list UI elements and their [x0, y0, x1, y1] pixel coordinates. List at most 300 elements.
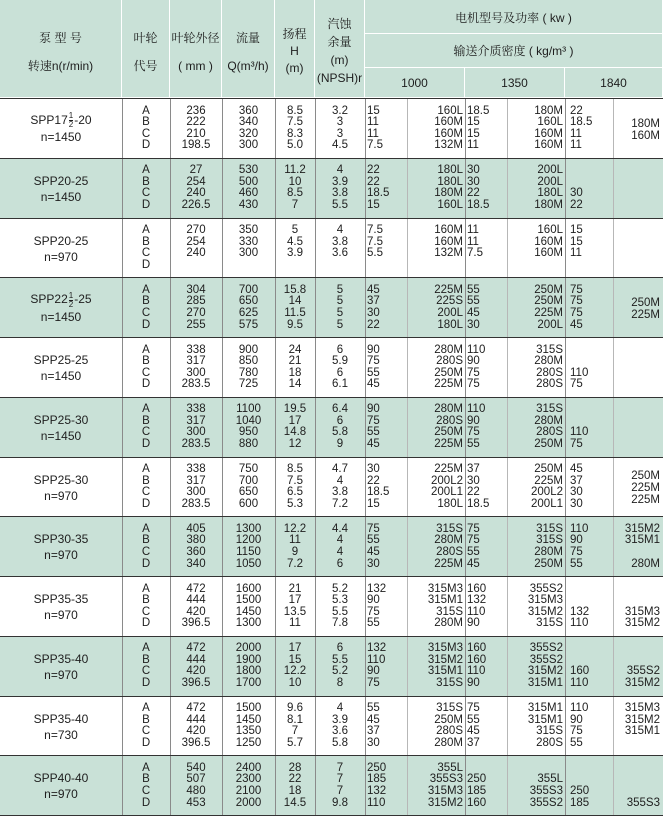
table-cell: 6: [336, 343, 344, 356]
table-row: [0, 738, 663, 750]
table-cell: 160: [467, 582, 487, 595]
table-cell: 472: [186, 702, 206, 714]
table-cell: 160M: [434, 127, 463, 140]
pump-model-name: SPP25-30: [33, 472, 89, 487]
table-cell: 180M: [434, 187, 463, 200]
pump-group: [0, 516, 663, 576]
table-cell: A: [142, 104, 150, 117]
table-cell: 254: [186, 235, 206, 248]
table-cell: 1700: [235, 677, 262, 690]
model-suffix: -20: [74, 113, 92, 127]
pump-speed: n=970: [44, 787, 78, 802]
table-cell: 4: [336, 474, 344, 487]
table-cell: 315M2: [624, 677, 660, 690]
table-cell: 444: [186, 653, 206, 666]
table-cell: 110: [467, 343, 486, 356]
extra-motor-list: [613, 297, 663, 321]
table-cell: 315M1: [427, 665, 463, 678]
table-cell: 9.8: [332, 796, 348, 809]
table-cell: 5.7: [287, 736, 303, 749]
table-cell: 315M2: [527, 605, 563, 618]
table-cell: 21: [288, 582, 302, 595]
pump-group: [0, 98, 663, 158]
extra-motor-list: [613, 118, 663, 142]
pump-model-name: SPP35-40: [33, 711, 89, 726]
table-cell: 500: [238, 175, 259, 188]
table-cell: 396.5: [181, 736, 211, 749]
pump-group: [0, 755, 663, 815]
pump-group: [0, 636, 663, 696]
table-cell: B: [142, 355, 150, 368]
table-cell: 160M: [434, 116, 463, 129]
table-cell: 18.5: [467, 497, 490, 510]
table-cell: 280S: [536, 426, 563, 439]
table-cell: 317: [186, 414, 206, 427]
table-cell: 315M2: [624, 617, 660, 630]
table-cell: 11: [367, 116, 379, 129]
header-flow: 流量 Q(m³/h): [222, 0, 275, 98]
extra-motor: 180M: [631, 117, 660, 130]
table-cell: 22: [367, 164, 380, 177]
table-cell: 225M: [434, 283, 463, 296]
table-cell: 225M: [434, 463, 463, 475]
table-cell: 12: [288, 438, 302, 451]
table-cell: 45: [467, 725, 480, 738]
table-cell: 55: [570, 557, 583, 570]
table-cell: 90: [467, 414, 480, 427]
table-cell: 6: [336, 557, 344, 570]
table-cell: 160: [467, 653, 487, 666]
table-cell: 37: [570, 474, 583, 487]
table-cell: C: [141, 247, 151, 260]
table-cell: 338: [186, 463, 206, 475]
table-cell: 180L: [437, 497, 463, 510]
table-cell: 30: [467, 318, 480, 331]
table-cell: 75: [467, 426, 480, 439]
table-cell: 4: [336, 702, 344, 714]
table-cell: 4: [336, 545, 344, 558]
extra-motor: 225M: [631, 494, 660, 507]
fraction-numerator: 1: [68, 111, 74, 121]
table-cell: 280S: [436, 414, 463, 427]
table-cell: 9.6: [287, 702, 303, 714]
table-cell: 4.4: [332, 522, 348, 535]
table-cell: 600: [238, 497, 259, 510]
table-cell: B: [142, 116, 150, 129]
header-density-1840: 1840: [565, 68, 663, 98]
table-row: [0, 200, 663, 212]
table-cell: 30: [467, 175, 480, 188]
table-cell: 160M: [534, 139, 563, 152]
table-cell: 315S: [536, 403, 563, 416]
table-row: [0, 535, 663, 547]
table-cell: 45: [570, 463, 583, 475]
table-cell: 75: [367, 677, 380, 690]
table-row: [0, 559, 663, 571]
table-cell: 45: [467, 306, 480, 319]
table-row: [0, 703, 663, 715]
table-cell: 480: [186, 784, 206, 797]
table-cell: 110: [367, 796, 386, 809]
table-cell: 315M3: [624, 605, 660, 618]
table-cell: 75: [570, 283, 583, 296]
table-cell: 110: [570, 366, 589, 379]
table-cell: 280M: [434, 343, 463, 356]
table-cell: 11: [467, 235, 479, 248]
table-cell: 18.5: [367, 486, 390, 499]
table-cell: 3.6: [332, 725, 348, 738]
table-cell: 750: [238, 463, 259, 475]
table-row: [0, 248, 663, 260]
pump-group: [0, 397, 663, 457]
table-cell: 950: [238, 426, 259, 439]
table-row: [0, 404, 663, 416]
table-cell: 160M: [534, 235, 563, 248]
table-cell: 2300: [235, 773, 262, 786]
table-cell: 37: [467, 736, 480, 749]
table-cell: 5.5: [332, 653, 348, 666]
header-pump-model: 泵 型 号 转速n(r/min): [0, 0, 122, 98]
table-cell: 625: [238, 306, 259, 319]
table-cell: 540: [186, 761, 206, 774]
table-cell: 27: [189, 164, 203, 177]
table-cell: D: [141, 199, 151, 212]
table-cell: 75: [467, 366, 480, 379]
table-cell: 75: [467, 522, 480, 535]
table-cell: C: [141, 187, 151, 200]
table-cell: 396.5: [181, 617, 211, 630]
table-cell: 7: [336, 761, 344, 774]
table-cell: C: [141, 366, 151, 379]
table-cell: 185: [467, 784, 487, 797]
table-cell: 12.2: [283, 665, 307, 678]
table-cell: 90: [467, 355, 480, 368]
table-cell: 28: [288, 761, 302, 774]
table-cell: 55: [467, 283, 480, 296]
table-cell: 17: [288, 642, 302, 655]
table-cell: 280M: [434, 403, 463, 416]
table-cell: 5.5: [332, 199, 348, 212]
table-cell: 15: [570, 224, 583, 236]
extra-motor: 250M: [631, 297, 660, 310]
table-cell: 1900: [235, 653, 262, 666]
table-cell: C: [141, 725, 151, 738]
table-cell: 355S2: [529, 642, 563, 655]
table-cell: 160: [467, 796, 487, 809]
pump-speed: n=1450: [40, 428, 82, 443]
table-cell: A: [142, 343, 150, 356]
table-cell: 3.8: [332, 187, 348, 200]
table-cell: 315M1: [624, 534, 660, 547]
table-row: [0, 308, 663, 320]
table-cell: 5.8: [332, 736, 348, 749]
table-row: [0, 786, 663, 798]
table-row: [0, 225, 663, 237]
table-row: [0, 320, 663, 332]
table-cell: A: [142, 164, 150, 177]
pump-group: [0, 457, 663, 517]
table-cell: 225S: [436, 295, 463, 308]
table-cell: 11.5: [284, 306, 306, 319]
table-cell: 2100: [235, 784, 262, 797]
table-row: [0, 499, 663, 511]
table-cell: 355L: [537, 773, 563, 786]
table-row: [0, 427, 663, 439]
table-cell: 110: [570, 426, 589, 439]
table-cell: 132: [570, 605, 590, 618]
table-cell: 360: [186, 545, 206, 558]
table-cell: 11.2: [284, 164, 306, 177]
pump-speed: n=970: [44, 249, 78, 264]
table-cell: B: [142, 534, 150, 547]
table-cell: D: [141, 677, 151, 690]
table-cell: 15: [467, 127, 480, 140]
table-cell: 315M2: [427, 796, 463, 809]
pump-group: [0, 277, 663, 337]
table-cell: 132: [367, 784, 387, 797]
table-row: [0, 117, 663, 129]
table-cell: 7.5: [367, 224, 383, 236]
header-density-1350: 1350: [465, 68, 565, 98]
header-density-title: 输送介质密度 ( kg/m³ ): [365, 34, 663, 68]
table-cell: 460: [238, 187, 259, 200]
table-cell: 304: [186, 283, 206, 296]
table-cell: 15: [570, 235, 583, 248]
table-cell: 315M1: [527, 677, 563, 690]
table-cell: 12.2: [283, 522, 307, 535]
table-cell: 9: [291, 545, 299, 558]
table-cell: 1040: [235, 414, 262, 427]
table-cell: 575: [238, 318, 259, 331]
pump-model-name: SPP20-25: [33, 173, 89, 188]
table-cell: 30: [367, 736, 380, 749]
table-cell: 24: [288, 343, 302, 356]
table-cell: 132M: [434, 139, 463, 152]
table-cell: 7.8: [332, 617, 348, 630]
table-cell: 7: [336, 773, 344, 786]
table-cell: 340: [238, 116, 259, 129]
table-cell: 6.5: [287, 486, 303, 499]
table-cell: 180M: [534, 104, 563, 117]
table-cell: 11: [289, 617, 301, 630]
table-cell: A: [142, 582, 150, 595]
table-cell: 75: [570, 545, 583, 558]
table-cell: 4: [336, 224, 344, 236]
table-cell: 315S: [536, 725, 563, 738]
table-cell: 160M: [534, 127, 563, 140]
table-cell: 472: [186, 642, 206, 655]
table-cell: 315M3: [527, 594, 563, 607]
table-cell: 254: [186, 175, 206, 188]
table-cell: 7.5: [367, 139, 383, 152]
table-cell: 300: [238, 139, 259, 152]
table-cell: 1500: [235, 702, 262, 714]
table-row: [0, 547, 663, 559]
table-cell: 880: [238, 438, 259, 451]
table-cell: 700: [238, 474, 259, 487]
table-cell: C: [141, 665, 151, 678]
table-cell: 250M: [534, 557, 563, 570]
table-cell: D: [141, 318, 151, 331]
pump-speed: n=730: [44, 727, 78, 742]
table-cell: 315M2: [624, 522, 660, 535]
table-cell: 283.5: [181, 378, 211, 391]
table-cell: 1600: [235, 582, 262, 595]
table-cell: 2400: [235, 761, 262, 774]
table-cell: 75: [467, 534, 480, 547]
table-cell: 355S3: [429, 773, 463, 786]
table-cell: 30: [367, 557, 380, 570]
table-cell: 22: [367, 318, 380, 331]
table-cell: 132: [467, 594, 487, 607]
table-cell: 222: [186, 116, 206, 129]
table-cell: 75: [367, 414, 380, 427]
table-cell: 1300: [235, 522, 262, 535]
table-cell: 75: [570, 295, 583, 308]
table-cell: 3.8: [332, 486, 348, 499]
table-cell: 3.9: [287, 247, 303, 260]
table-cell: 5: [336, 318, 344, 331]
table-cell: 30: [367, 463, 380, 475]
table-cell: 90: [570, 534, 583, 547]
pump-speed: n=1450: [40, 309, 82, 324]
table-cell: 315M1: [427, 594, 463, 607]
table-cell: 110: [570, 617, 589, 630]
table-cell: 8.1: [287, 713, 303, 726]
table-cell: A: [142, 702, 150, 714]
table-cell: 75: [367, 605, 380, 618]
table-cell: 75: [467, 702, 480, 714]
table-cell: 18: [288, 784, 302, 797]
table-cell: B: [142, 414, 150, 427]
table-cell: 55: [467, 545, 480, 558]
table-cell: C: [141, 545, 151, 558]
table-cell: 1150: [236, 545, 261, 558]
table-cell: 22: [367, 474, 380, 487]
table-cell: 1250: [235, 736, 262, 749]
table-cell: 3.8: [332, 235, 348, 248]
table-cell: 110: [467, 665, 486, 678]
table-cell: 280M: [434, 534, 463, 547]
table-cell: 444: [186, 594, 206, 607]
table-cell: 45: [467, 557, 480, 570]
table-cell: 15: [288, 653, 302, 666]
table-cell: 160M: [434, 224, 463, 236]
table-cell: 5: [336, 295, 344, 308]
table-cell: 7.5: [287, 474, 303, 487]
table-cell: 280S: [536, 736, 563, 749]
table-cell: 1300: [235, 617, 262, 630]
table-cell: 55: [570, 736, 583, 749]
table-cell: 5: [336, 283, 344, 296]
pump-speed: n=970: [44, 488, 78, 503]
table-cell: 270: [186, 306, 206, 319]
table-row: [0, 356, 663, 368]
table-cell: 5.8: [332, 426, 348, 439]
table-cell: 430: [238, 199, 259, 212]
table-cell: 360: [238, 104, 259, 117]
table-cell: B: [142, 653, 150, 666]
table-cell: 160M: [534, 247, 563, 260]
fraction-denominator: 2: [68, 299, 74, 309]
table-cell: 160L: [537, 116, 563, 129]
table-cell: 280M: [631, 557, 660, 570]
table-cell: 317: [186, 474, 206, 487]
table-cell: 110: [570, 677, 589, 690]
table-cell: 225M: [534, 306, 563, 319]
table-cell: 250M: [534, 295, 563, 308]
table-cell: 6: [336, 414, 344, 427]
pump-group: [0, 218, 663, 278]
table-cell: 15: [467, 116, 480, 129]
pump-group: [0, 337, 663, 397]
table-cell: C: [141, 784, 151, 797]
table-cell: 8.5: [287, 104, 303, 117]
table-cell: A: [142, 463, 150, 475]
table-cell: 90: [467, 617, 480, 630]
table-cell: 198.5: [181, 139, 211, 152]
table-cell: A: [142, 283, 150, 296]
table-cell: 507: [186, 773, 206, 786]
table-cell: 5: [336, 306, 344, 319]
table-cell: 1500: [235, 594, 262, 607]
table-cell: 4.7: [332, 463, 348, 475]
table-cell: 8.3: [287, 127, 303, 140]
table-cell: 280S: [436, 725, 463, 738]
extra-motor: 160M: [631, 129, 660, 142]
pump-model-name: SPP40-40: [33, 771, 89, 786]
table-cell: 7.5: [467, 247, 483, 260]
table-cell: 75: [570, 725, 583, 738]
table-cell: 75: [570, 306, 583, 319]
table-row: [0, 678, 663, 690]
table-cell: 420: [186, 725, 206, 738]
table-cell: 226.5: [181, 199, 211, 212]
table-cell: 3: [336, 127, 344, 140]
table-cell: B: [142, 295, 150, 308]
pump-model-name: SPP25-30: [33, 412, 89, 427]
table-cell: D: [141, 378, 151, 391]
table-cell: 396.5: [181, 677, 211, 690]
table-cell: 5.5: [332, 605, 348, 618]
table-cell: 530: [238, 164, 259, 177]
table-cell: 30: [467, 474, 480, 487]
table-cell: 315M1: [527, 713, 563, 726]
table-cell: 355S2: [626, 665, 660, 678]
pump-speed: n=1450: [40, 189, 82, 204]
table-cell: 355S3: [529, 784, 563, 797]
table-row: [0, 439, 663, 451]
table-cell: 45: [367, 378, 380, 391]
table-cell: 3: [336, 116, 344, 129]
model-prefix: SPP17: [30, 113, 68, 127]
table-cell: 2000: [235, 796, 262, 809]
table-cell: 700: [238, 283, 259, 296]
table-cell: 45: [367, 438, 380, 451]
table-cell: 5.3: [332, 594, 348, 607]
table-cell: 900: [238, 343, 259, 356]
table-cell: 315M2: [427, 653, 463, 666]
table-cell: 200L2: [431, 474, 463, 487]
table-cell: 7.5: [287, 116, 303, 129]
table-row: [0, 595, 663, 607]
table-cell: 4.5: [332, 139, 348, 152]
table-cell: 90: [367, 403, 380, 416]
table-row: [0, 666, 663, 678]
table-cell: 160: [570, 665, 590, 678]
table-cell: 7: [291, 725, 299, 738]
table-cell: 200L: [537, 318, 563, 331]
